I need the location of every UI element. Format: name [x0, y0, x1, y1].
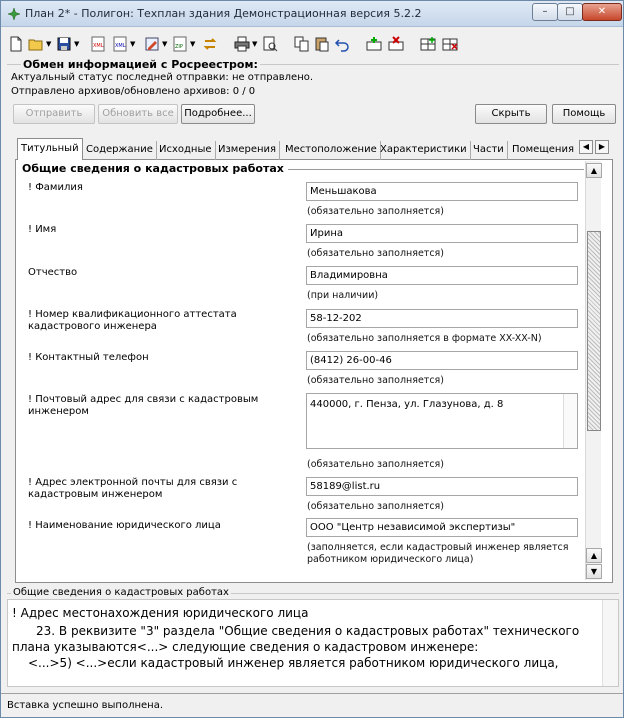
svg-text:XML: XML	[93, 43, 104, 49]
scroll-down-icon[interactable]: ▼	[586, 564, 602, 579]
help-text-box[interactable]	[7, 599, 619, 687]
help-title: Общие сведения о кадастровых работах	[13, 587, 229, 598]
open-folder-icon[interactable]	[27, 35, 45, 53]
copy-icon[interactable]	[293, 35, 311, 53]
patronymic-hint: (при наличии)	[307, 290, 379, 301]
toolbar	[7, 33, 619, 57]
new-document-icon[interactable]	[7, 35, 25, 53]
send-status-text: Актуальный статус последней отправки: не отправлено.	[11, 72, 314, 83]
delete-row-icon[interactable]	[387, 35, 405, 53]
tab-source[interactable]: Исходные	[156, 141, 216, 160]
svg-text:XML: XML	[115, 43, 126, 49]
help-panel	[7, 587, 619, 689]
delete-table-icon[interactable]	[441, 35, 459, 53]
xml-import-icon[interactable]	[111, 35, 129, 53]
title-bar[interactable]	[1, 1, 623, 27]
details-button[interactable]: Подробнее...	[181, 104, 255, 124]
scroll-thumb[interactable]	[587, 231, 601, 431]
paste-icon[interactable]	[313, 35, 331, 53]
name-hint: (обязательно заполняется)	[307, 248, 444, 259]
help-line: <...>5) <...>если кадастровый инженер является работником юридического лица,	[28, 656, 559, 670]
certificate-label: ! Номер квалификационного аттестата кадастрового инженера	[28, 309, 237, 332]
sync-icon[interactable]	[201, 35, 219, 53]
chevron-down-icon[interactable]: ▼	[130, 40, 136, 48]
add-row-icon[interactable]	[365, 35, 383, 53]
tab-bar	[15, 138, 613, 160]
org-label: ! Наименование юридического лица	[28, 520, 221, 531]
org-hint: (заполняется, если кадастровый инженер является работником юридического лица)	[307, 542, 569, 565]
chevron-down-icon[interactable]: ▼	[74, 40, 80, 48]
status-text: Вставка успешно выполнена.	[7, 700, 164, 711]
chevron-down-icon[interactable]: ▼	[190, 40, 196, 48]
print-icon[interactable]	[233, 35, 251, 53]
tab-characteristics[interactable]: Характеристики	[377, 141, 471, 160]
form-panel	[15, 160, 613, 583]
address-value: 440000, г. Пенза, ул. Глазунова, д. 8	[310, 399, 504, 410]
email-hint: (обязательно заполняется)	[307, 501, 444, 512]
send-button[interactable]: Отправить	[13, 104, 95, 124]
certificate-hint: (обязательно заполняется в формате XX-XX-N)	[307, 333, 542, 344]
phone-label: ! Контактный телефон	[28, 352, 149, 363]
phone-hint: (обязательно заполняется)	[307, 375, 444, 386]
certificate-field[interactable]: 58-12-202	[306, 309, 578, 328]
xml-export-icon[interactable]	[89, 35, 107, 53]
app-logo-icon	[7, 7, 21, 21]
help-scrollbar[interactable]	[602, 600, 618, 686]
patronymic-label: Отчество	[28, 267, 78, 278]
maximize-button[interactable]: □	[557, 3, 583, 21]
exchange-group	[7, 58, 619, 128]
name-label: ! Имя	[28, 224, 57, 235]
help-line: плана указываются<...> следующие сведения о кадастровом инженере:	[12, 640, 479, 654]
archives-count-text: Отправлено архивов/обновлено архивов: 0 / 0	[11, 86, 256, 97]
minimize-button[interactable]: –	[532, 3, 558, 21]
hide-button[interactable]: Скрыть	[475, 104, 547, 124]
tab-measurements[interactable]: Измерения	[215, 141, 280, 160]
help-line: 23. В реквизите "3" раздела "Общие сведения о кадастровых работах" технического	[36, 624, 580, 638]
address-label: ! Почтовый адрес для связи с кадастровым инженером	[28, 394, 259, 417]
undo-icon[interactable]	[333, 35, 351, 53]
tab-location[interactable]: Местоположение	[282, 141, 381, 160]
tab-rooms[interactable]: Помещения	[512, 144, 574, 155]
tab-title[interactable]: Титульный	[17, 138, 83, 161]
save-icon[interactable]	[55, 35, 73, 53]
name-field[interactable]: Ирина	[306, 224, 578, 243]
tab-parts[interactable]: Части	[470, 141, 508, 160]
section-title: Общие сведения о кадастровых работах	[22, 162, 288, 175]
address-hint: (обязательно заполняется)	[307, 459, 444, 470]
form-scrollbar[interactable]	[585, 161, 601, 580]
surname-label: ! Фамилия	[28, 182, 83, 193]
scroll-down-icon[interactable]: ▲	[586, 548, 602, 563]
zip-icon[interactable]	[171, 35, 189, 53]
chevron-down-icon[interactable]: ▼	[252, 40, 258, 48]
phone-field[interactable]: (8412) 26-00-46	[306, 351, 578, 370]
help-button[interactable]: Помощь	[552, 104, 616, 124]
svg-text:ZIP: ZIP	[175, 44, 183, 50]
address-field[interactable]	[306, 393, 578, 449]
edit-icon[interactable]	[143, 35, 161, 53]
email-field[interactable]: 58189@list.ru	[306, 477, 578, 496]
add-table-icon[interactable]	[419, 35, 437, 53]
scroll-up-icon[interactable]: ▲	[586, 163, 602, 178]
tab-scroll-left-icon[interactable]: ◀	[579, 140, 593, 154]
window-title: План 2* - Полигон: Техплан здания Демонстрационная версия 5.2.2	[25, 7, 422, 20]
patronymic-field[interactable]: Владимировна	[306, 266, 578, 285]
email-label: ! Адрес электронной почты для связи с кадастровым инженером	[28, 477, 238, 500]
org-field[interactable]: ООО "Центр независимой экспертизы"	[306, 518, 578, 537]
update-all-button[interactable]: Обновить все	[98, 104, 178, 124]
tab-scroll-right-icon[interactable]: ▶	[595, 140, 609, 154]
help-line: ! Адрес местонахождения юридического лица	[12, 606, 309, 620]
close-button[interactable]: ✕	[582, 3, 622, 21]
address-scrollbar[interactable]	[563, 394, 577, 448]
chevron-down-icon[interactable]: ▼	[162, 40, 168, 48]
surname-field[interactable]: Меньшакова	[306, 182, 578, 201]
preview-icon[interactable]	[261, 35, 279, 53]
status-bar	[1, 693, 623, 717]
tab-content[interactable]: Содержание	[83, 141, 157, 160]
exchange-title: Обмен информацией с Росреестром:	[23, 58, 258, 71]
surname-hint: (обязательно заполняется)	[307, 206, 444, 217]
chevron-down-icon[interactable]: ▼	[46, 40, 52, 48]
